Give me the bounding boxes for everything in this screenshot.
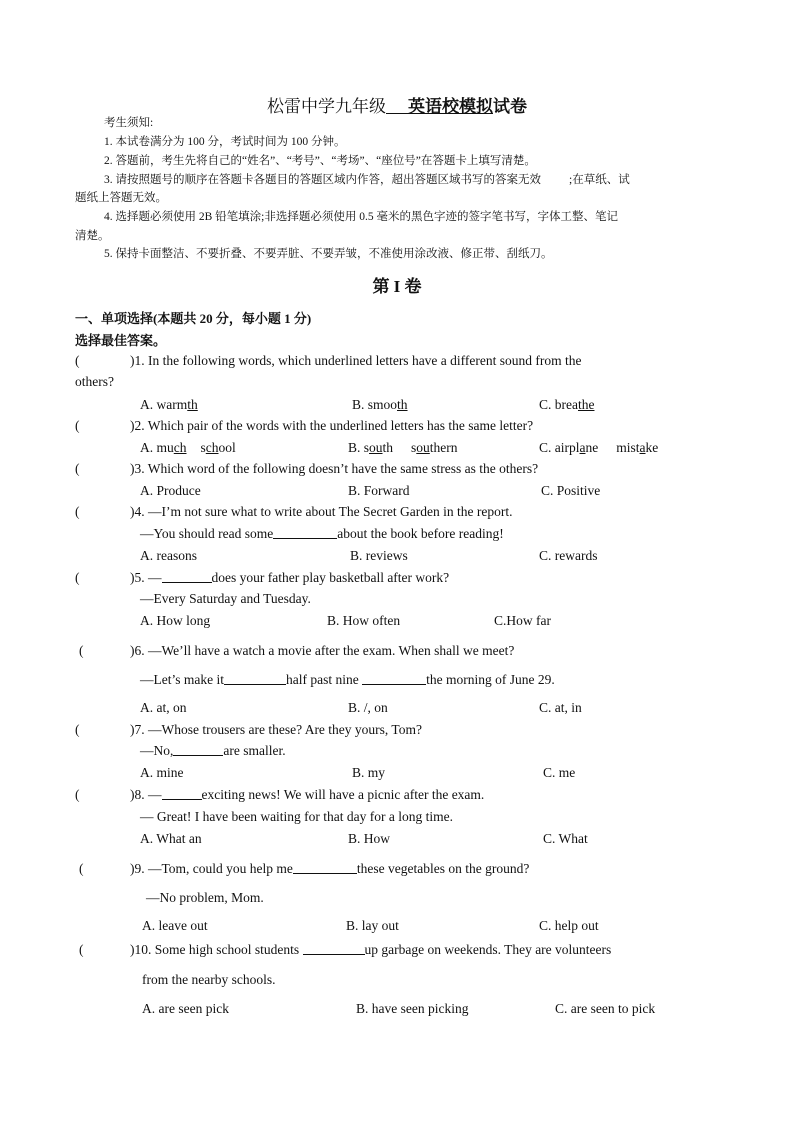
fill-blank (362, 672, 426, 685)
note-3-cont: 题纸上答题无效。 (75, 192, 167, 204)
question-2-stem: )2. Which pair of the words with the underlined letters has the same letter? (130, 418, 534, 433)
note-4: 4. 选择题必须使用 2B 铅笔填涂;非选择题必须使用 0.5 毫米的黑色字迹的签字笔书写，字体工整、笔记 (104, 211, 618, 223)
note-1: 1. 本试卷满分为 100 分，考试时间为 100 分钟。 (104, 136, 346, 148)
answer-paren: ( (75, 722, 80, 737)
fill-blank (173, 743, 223, 756)
q3-option-b: B. Forward (348, 483, 410, 498)
q5-option-a: A. How long (140, 613, 211, 628)
fill-blank (303, 942, 365, 955)
q5-option-c: C.How far (494, 613, 551, 628)
q10-option-c: C. are seen to pick (555, 1001, 656, 1016)
answer-paren: ( (75, 461, 80, 476)
q1-option-a: A. warmth (140, 397, 198, 412)
title-subject: 英语校模拟 (408, 97, 493, 116)
answer-paren: ( (79, 643, 84, 658)
question-10-line2: from the nearby schools. (142, 972, 276, 987)
question-5-line2: —Every Saturday and Tuesday. (140, 591, 311, 606)
q2-option-a: A. much school (140, 440, 236, 455)
question-4-line2: —You should read some about the book before reading! (140, 526, 504, 541)
q4-option-c: C. rewards (539, 548, 598, 563)
note-5: 5. 保持卡面整洁、不要折叠、不要弄脏、不要弄皱，不准使用涂改液、修正带、刮纸刀。 (104, 248, 553, 260)
title-blank (386, 99, 408, 114)
q3-option-c: C. Positive (541, 483, 601, 498)
notes-heading: 考生须知: (104, 117, 154, 129)
fill-blank (162, 570, 212, 583)
question-4-stem: )4. —I’m not sure what to write about The Secret Garden in the report. (130, 504, 513, 519)
question-7-line2: —No, are smaller. (140, 743, 286, 758)
note-3-tail: ;在草纸、试 (569, 174, 630, 186)
question-9-line2: —No problem, Mom. (146, 890, 264, 905)
title-suffix: 试卷 (493, 97, 527, 116)
section-title: 第 I 卷 (372, 277, 422, 296)
answer-paren: ( (79, 942, 84, 957)
title-school: 松雷中学九年级 (267, 97, 386, 116)
q4-option-b: B. reviews (350, 548, 408, 563)
question-6-line2: —Let’s make it half past nine the morning of June 29. (140, 672, 555, 687)
q1-option-c: C. breathe (539, 397, 595, 412)
q7-option-a: A. mine (140, 765, 184, 780)
answer-paren: ( (75, 787, 80, 802)
q2-option-b: B. south southern (348, 440, 458, 455)
q6-option-a: A. at, on (140, 700, 187, 715)
question-8-stem: )8. — exciting news! We will have a picnic after the exam. (130, 787, 485, 802)
question-7-stem: )7. —Whose trousers are these? Are they yours, Tom? (130, 722, 422, 737)
answer-paren: ( (75, 353, 80, 368)
q3-option-a: A. Produce (140, 483, 201, 498)
note-3-text: 3. 请按照题号的顺序在答题卡各题目的答题区域内作答，超出答题区域书写的答案无效 (104, 174, 541, 186)
question-10-stem: )10. Some high school students up garbage on weekends. They are volunteers (130, 942, 612, 957)
note-4-cont: 清楚。 (75, 230, 110, 242)
note-2: 2. 答题前，考生先将自己的“姓名”、“考号”、“考场”、“座位号”在答题卡上填写清楚。 (104, 155, 536, 167)
q7-option-c: C. me (543, 765, 576, 780)
q9-option-c: C. help out (539, 918, 599, 933)
fill-blank (273, 526, 337, 539)
q9-option-b: B. lay out (346, 918, 399, 933)
question-6-stem: )6. —We’ll have a watch a movie after the exam. When shall we meet? (130, 643, 515, 658)
question-5-stem: )5. — does your father play basketball after work? (130, 570, 450, 585)
fill-blank (162, 787, 202, 800)
question-3-stem: )3. Which word of the following doesn’t have the same stress as the others? (130, 461, 539, 476)
q10-option-b: B. have seen picking (356, 1001, 469, 1016)
question-9-stem: )9. —Tom, could you help me these vegetables on the ground? (130, 861, 530, 876)
fill-blank (293, 861, 357, 874)
note-3 (104, 171, 630, 190)
q4-option-a: A. reasons (140, 548, 197, 563)
q7-option-b: B. my (352, 765, 386, 780)
fill-blank (224, 672, 286, 685)
answer-paren: ( (75, 418, 80, 433)
q1-option-b: B. smooth (352, 397, 408, 412)
q10-option-a: A. are seen pick (142, 1001, 229, 1016)
answer-paren: ( (75, 504, 80, 519)
answer-paren: ( (79, 861, 84, 876)
answer-paren: ( (75, 570, 80, 585)
part-instruction: 选择最佳答案。 (75, 333, 167, 348)
q8-option-c: C. What (543, 831, 588, 846)
q2-option-c: C. airplane mistake (539, 440, 659, 455)
question-1-stem: )1. In the following words, which underlined letters have a different sound from the (130, 353, 582, 368)
question-1-stem-cont: others? (75, 374, 114, 389)
q5-option-b: B. How often (327, 613, 401, 628)
q8-option-a: A. What an (140, 831, 202, 846)
question-8-line2: — Great! I have been waiting for that day for a long time. (140, 809, 454, 824)
q6-option-b: B. /, on (348, 700, 388, 715)
q9-option-a: A. leave out (142, 918, 208, 933)
q8-option-b: B. How (348, 831, 391, 846)
q6-option-c: C. at, in (539, 700, 582, 715)
part-heading: 一、单项选择(本题共 20 分，每小题 1 分) (75, 311, 312, 326)
